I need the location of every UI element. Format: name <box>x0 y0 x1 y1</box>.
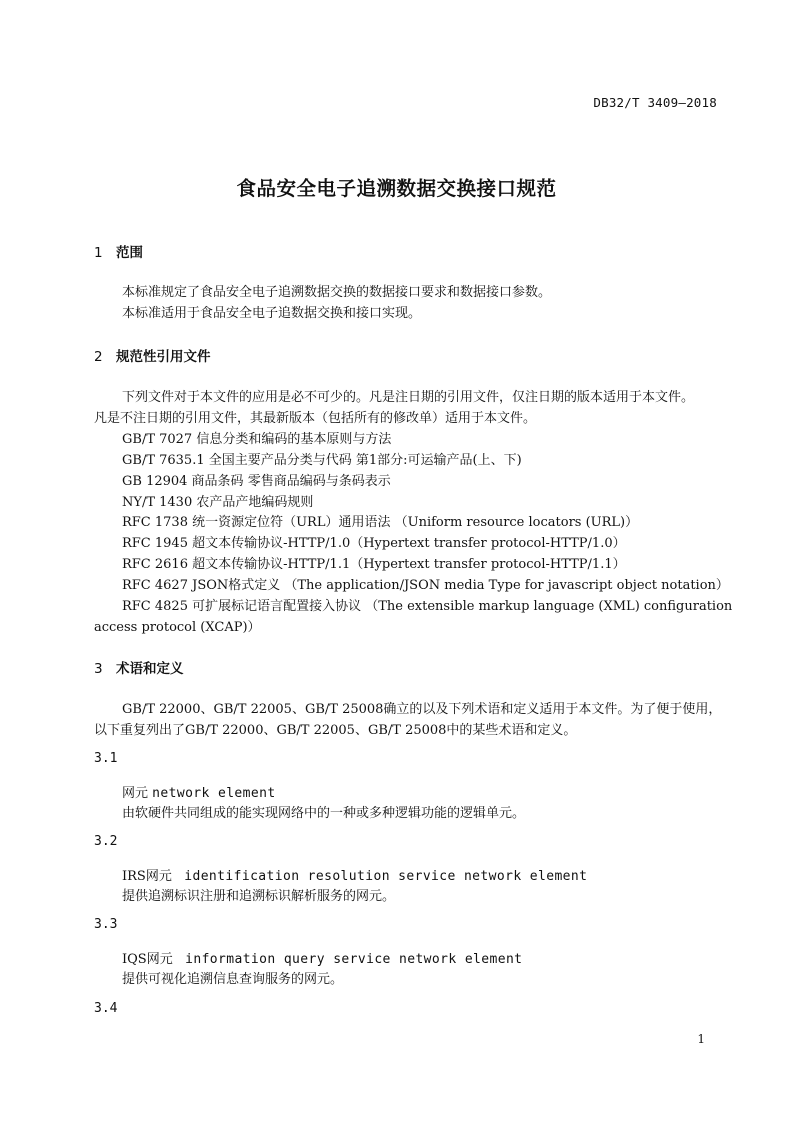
term-number: 3.3 <box>94 917 118 932</box>
term-en: information query service network element <box>185 952 523 967</box>
term-heading <box>122 865 587 884</box>
term-zh: IQS网元 <box>122 952 173 967</box>
reference-item: RFC 1945 超文本传输协议-HTTP/1.0（Hypertext transfer protocol-HTTP/1.0） <box>122 536 626 551</box>
term-heading <box>122 782 276 801</box>
reference-item: GB/T 7027 信息分类和编码的基本原则与方法 <box>122 432 392 447</box>
section-number: 1 <box>94 245 103 261</box>
paragraph: GB/T 22000、GB/T 22005、GB/T 25008确立的以及下列术语和定义适用于本文件。为了便于使用， <box>122 702 722 717</box>
term-number: 3.2 <box>94 834 118 849</box>
term-en: identification resolution service network element <box>184 869 588 884</box>
paragraph: 下列文件对于本文件的应用是必不可少的。凡是注日期的引用文件，仅注日期的版本适用于本文件。 <box>122 390 695 405</box>
section-2-heading <box>94 345 211 365</box>
reference-item: GB/T 7635.1 全国主要产品分类与代码 第1部分:可运输产品(上、下) <box>122 453 522 468</box>
term-number: 3.4 <box>94 1001 118 1016</box>
term-en: network element <box>152 786 276 801</box>
section-title: 范围 <box>116 245 143 261</box>
term-heading <box>122 948 522 967</box>
section-number: 2 <box>94 349 103 365</box>
term-definition: 提供追溯标识注册和追溯标识解析服务的网元。 <box>122 889 396 904</box>
section-title: 规范性引用文件 <box>116 349 211 365</box>
section-1-heading <box>94 241 143 261</box>
page-number: 1 <box>697 1032 705 1046</box>
term-number: 3.1 <box>94 751 118 766</box>
standard-code: DB32/T 3409—2018 <box>593 95 717 110</box>
reference-item: RFC 4627 JSON格式定义 （The application/JSON media Type for javascript object notation） <box>122 578 729 593</box>
paragraph: 本标准适用于食品安全电子追数据交换和接口实现。 <box>122 306 422 321</box>
term-definition: 由软硬件共同组成的能实现网络中的一种或多种逻辑功能的逻辑单元。 <box>122 806 526 821</box>
paragraph: 以下重复列出了GB/T 22000、GB/T 22005、GB/T 25008中的某些术语和定义。 <box>94 723 577 738</box>
section-number: 3 <box>94 661 103 677</box>
document-title: 食品安全电子追溯数据交换接口规范 <box>236 177 557 200</box>
paragraph: 凡是不注日期的引用文件，其最新版本（包括所有的修改单）适用于本文件。 <box>94 411 537 426</box>
reference-item: RFC 4825 可扩展标记语言配置接入协议 （The extensible markup language (XML) configuration <box>122 599 733 614</box>
section-title: 术语和定义 <box>116 661 184 677</box>
reference-item: RFC 2616 超文本传输协议-HTTP/1.1（Hypertext transfer protocol-HTTP/1.1） <box>122 557 626 572</box>
term-zh: 网元 <box>122 786 149 801</box>
section-3-heading <box>94 657 184 677</box>
reference-item-continuation: access protocol (XCAP)） <box>94 620 261 635</box>
term-zh: IRS网元 <box>122 869 172 884</box>
term-definition: 提供可视化追溯信息查询服务的网元。 <box>122 972 344 987</box>
reference-item: NY/T 1430 农产品产地编码规则 <box>122 495 314 510</box>
reference-item: GB 12904 商品条码 零售商品编码与条码表示 <box>122 474 391 489</box>
reference-item: RFC 1738 统一资源定位符（URL）通用语法 （Uniform resource locators (URL)） <box>122 515 639 530</box>
paragraph: 本标准规定了食品安全电子追溯数据交换的数据接口要求和数据接口参数。 <box>122 285 552 300</box>
